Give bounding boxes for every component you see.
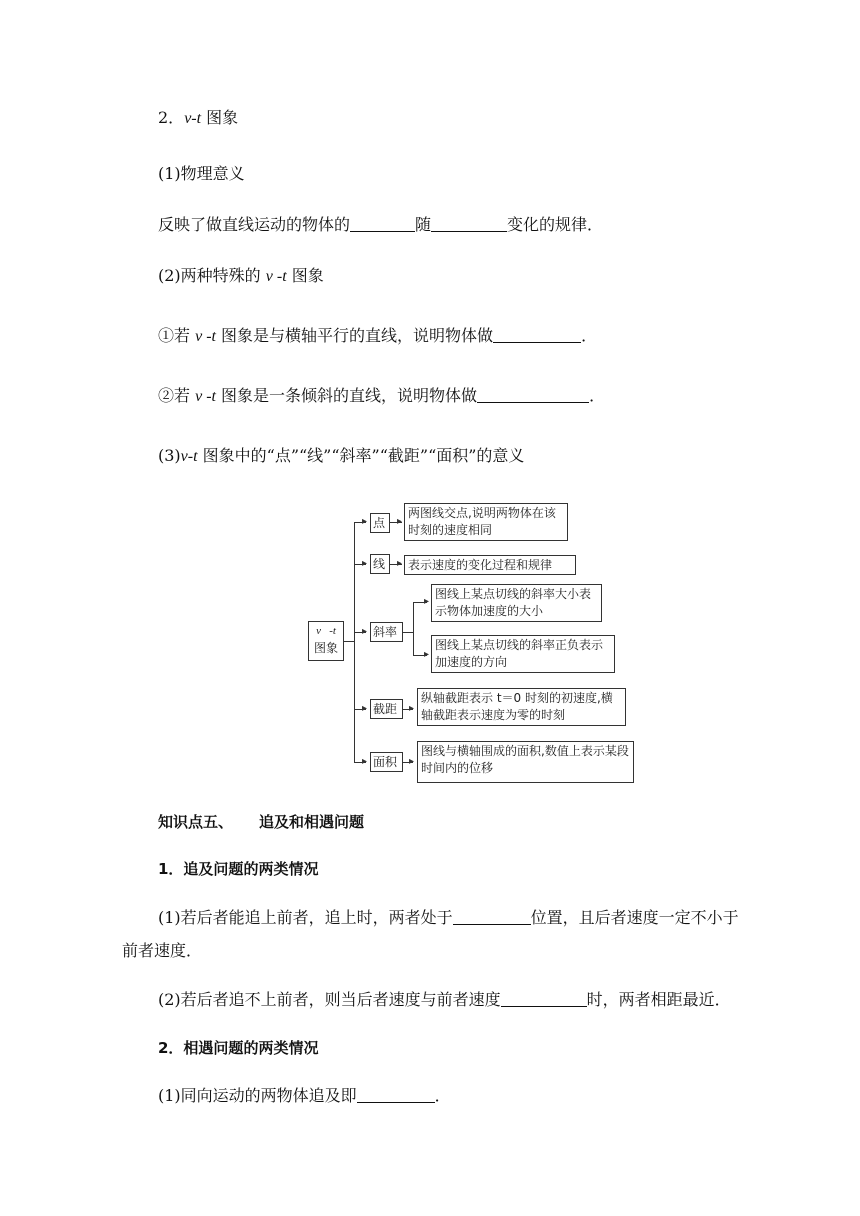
meaning-of-features-label (158, 445, 524, 468)
fill-blank (431, 215, 507, 232)
sentence-part: (3) (158, 446, 181, 465)
arrow-right-icon: ▸ (409, 703, 415, 714)
sentence-part: 图象中的“点”“线”“斜率”“截距”“面积”的意义 (197, 446, 525, 465)
sentence-part: ． (581, 326, 598, 345)
heading-text: 图象 (201, 108, 239, 127)
chase-case-1-line2: 前者速度． (122, 941, 203, 960)
fill-blank (357, 1086, 435, 1103)
section-heading-vt (158, 107, 238, 130)
sentence-part: 反映了做直线运动的物体的 (158, 215, 351, 234)
root-label: 图象 (313, 641, 338, 655)
variable: v-t (180, 448, 198, 465)
connector (403, 632, 413, 633)
fill-blank (501, 990, 587, 1007)
meet-heading: 2．相遇问题的两类情况 (158, 1039, 319, 1057)
arrow-right-icon: ▸ (362, 626, 368, 637)
sentence-part: 变化的规律． (507, 215, 604, 234)
heading-number: 2． (158, 108, 185, 127)
sentence-part: (1)同向运动的两物体追及即 (158, 1086, 357, 1105)
sentence-part: 时，两者相距最近． (586, 990, 731, 1009)
sentence-part: 图象是一条倾斜的直线，说明物体做 (215, 386, 478, 405)
case-inclined-line (158, 385, 605, 408)
fill-blank (477, 386, 589, 403)
node-point: 点 (370, 513, 390, 533)
sentence-part: ． (589, 386, 606, 405)
title-part: 知识点五、 (158, 813, 234, 831)
sentence-part: 图象是与横轴平行的直线，说明物体做 (215, 326, 494, 345)
arrow-right-icon: ▸ (397, 516, 403, 527)
vt-graph-concept-diagram (300, 495, 645, 790)
heading-variable: v-t (184, 110, 202, 127)
sentence-part: ①若 (158, 326, 196, 345)
sentence-part: ． (434, 1086, 451, 1105)
title-part: 追及和相遇问题 (259, 813, 365, 831)
arrow-right-icon: ▸ (424, 649, 430, 660)
knowledge-point-5-title (158, 811, 364, 833)
physical-meaning-label: (1)物理意义 (158, 164, 245, 183)
area-description: 图线与横轴围成的面积,数值上表示某段时间内的位移 (417, 741, 634, 783)
line-description: 表示速度的变化过程和规律 (404, 555, 576, 575)
node-slope: 斜率 (370, 622, 403, 642)
sentence-part: (2)两种特殊的 (158, 266, 266, 285)
arrow-right-icon: ▸ (397, 558, 403, 569)
physical-meaning-sentence (158, 214, 603, 236)
chase-case-1-line1 (158, 907, 739, 929)
arrow-right-icon: ▸ (362, 756, 368, 767)
chase-case-2 (158, 989, 731, 1011)
connector (344, 641, 354, 642)
arrow-right-icon: ▸ (424, 596, 430, 607)
connector (413, 602, 414, 656)
point-description: 两图线交点,说明两物体在该时刻的速度相同 (404, 503, 568, 541)
sentence-part: (1)若后者能追上前者，追上时，两者处于 (158, 908, 453, 927)
arrow-right-icon: ▸ (362, 558, 368, 569)
root-variable: v -t (316, 625, 336, 637)
case-horizontal-line (158, 325, 597, 348)
two-special-graphs-label (158, 265, 324, 288)
slope-description-magnitude: 图线上某点切线的斜率大小表示物体加速度的大小 (431, 584, 602, 622)
connector (354, 522, 355, 763)
node-line: 线 (370, 554, 390, 574)
intercept-description: 纵轴截距表示 t＝0 时刻的初速度,横轴截距表示速度为零的时刻 (417, 688, 626, 726)
node-intercept: 截距 (370, 699, 403, 719)
arrow-right-icon: ▸ (362, 703, 368, 714)
slope-description-sign: 图线上某点切线的斜率正负表示加速度的方向 (431, 635, 615, 673)
arrow-right-icon: ▸ (409, 756, 415, 767)
arrow-right-icon: ▸ (362, 516, 368, 527)
variable: v -t (265, 268, 287, 285)
meet-case-1 (158, 1085, 451, 1107)
fill-blank (493, 326, 581, 343)
sentence-part: 图象 (286, 266, 324, 285)
sentence-part: (2)若后者追不上前者，则当后者速度与前者速度 (158, 990, 501, 1009)
sentence-part: 位置，且后者速度一定不小于 (530, 908, 739, 927)
sentence-part: ②若 (158, 386, 196, 405)
sentence-part: 随 (415, 215, 432, 234)
chase-heading: 1．追及问题的两类情况 (158, 860, 319, 878)
variable: v -t (195, 328, 216, 345)
diagram-root (308, 621, 344, 661)
variable: v -t (195, 388, 216, 405)
node-area: 面积 (370, 752, 403, 772)
fill-blank (453, 908, 531, 925)
fill-blank (350, 215, 415, 232)
